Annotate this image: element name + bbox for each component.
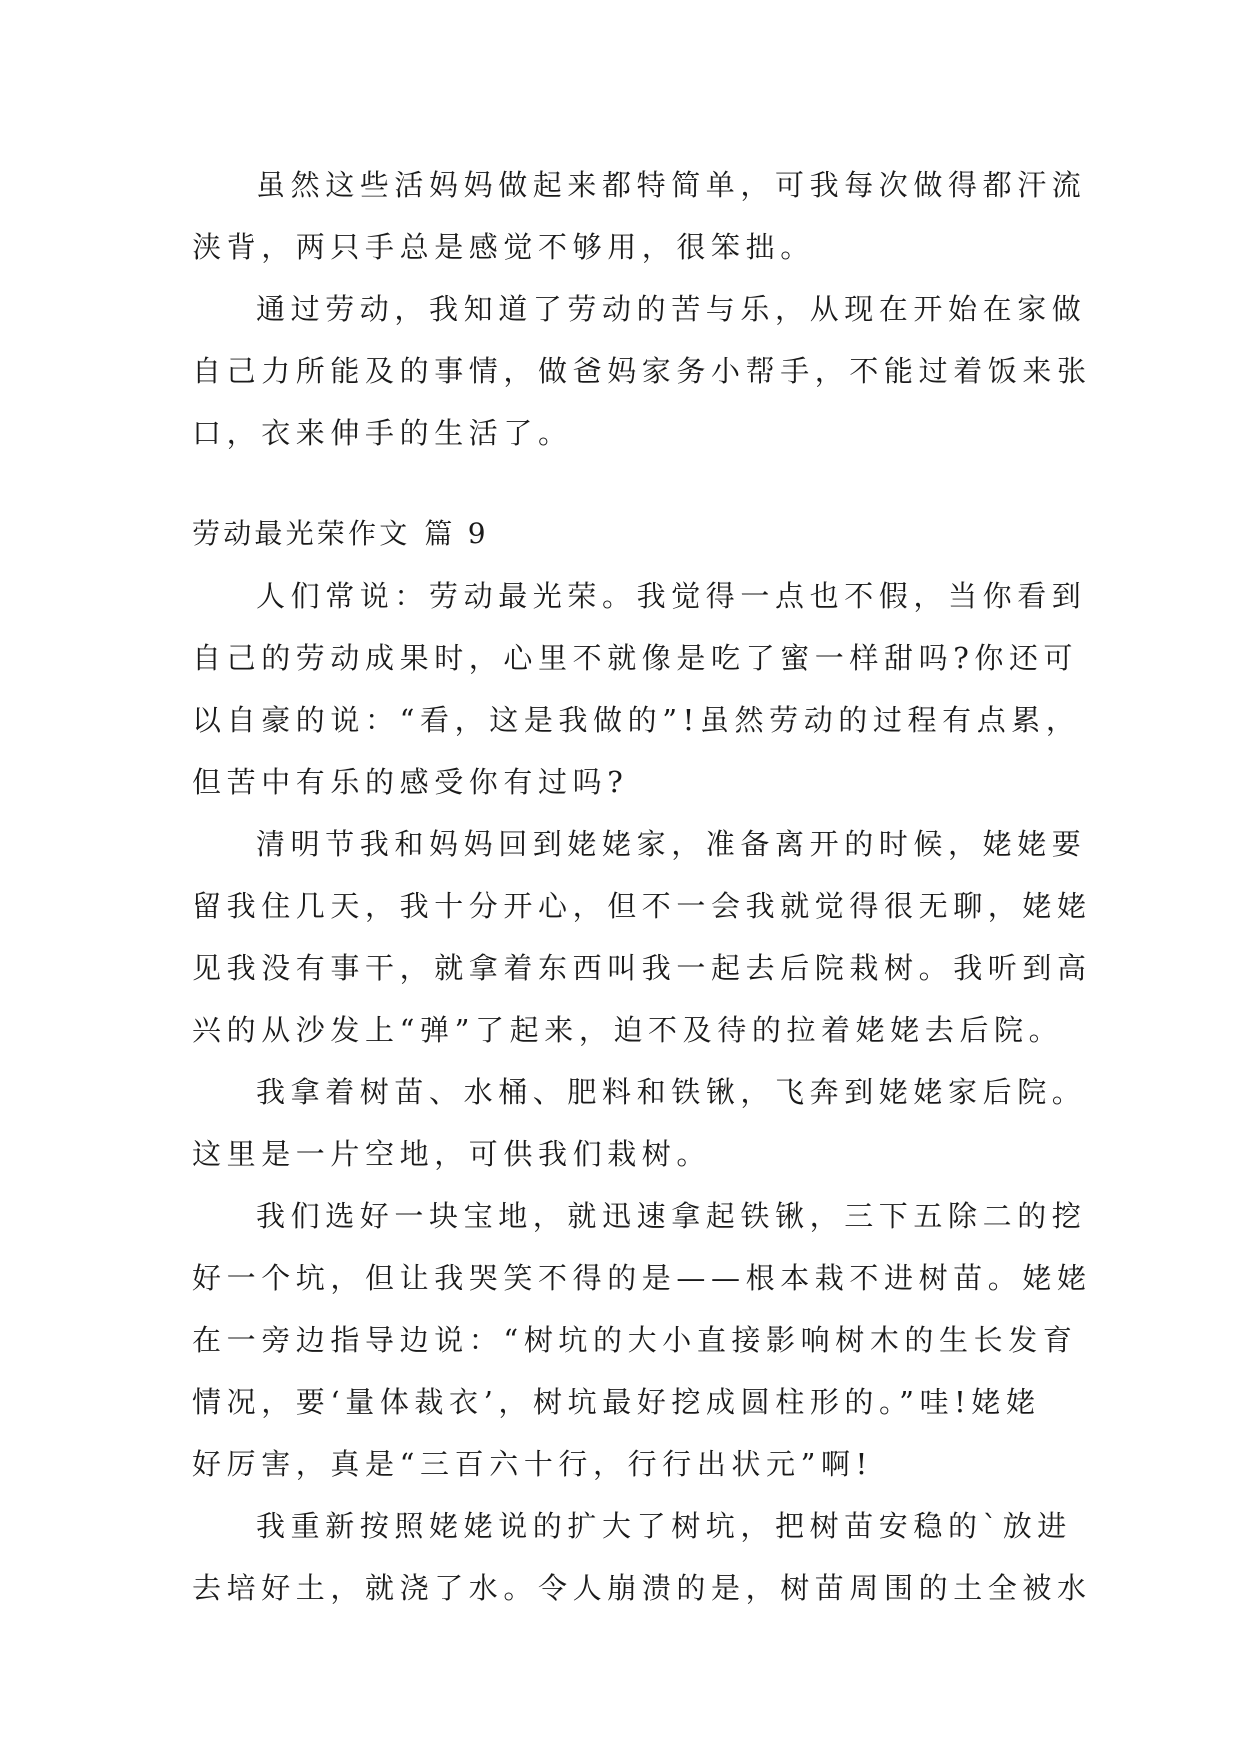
paragraph-line: 情况，要‘量体裁衣’，树坑最好挖成圆柱形的。”哇!姥姥	[192, 1385, 1041, 1419]
paragraph-line: 留我住几天，我十分开心，但不一会我就觉得很无聊，姥姥	[192, 889, 1092, 923]
paragraph-line: 好一个坑，但让我哭笑不得的是——根本栽不进树苗。姥姥	[192, 1261, 1092, 1295]
paragraph-line: 见我没有事干，就拿着东西叫我一起去后院栽树。我听到高	[192, 951, 1092, 985]
section-title: 劳动最光荣作文	[192, 517, 411, 550]
paragraph-line: 好厉害，真是“三百六十行，行行出状元”啊!	[192, 1447, 873, 1481]
paragraph-line: 这里是一片空地，可供我们栽树。	[192, 1137, 712, 1171]
section-heading	[192, 514, 489, 554]
paragraph-line: 以自豪的说：“看，这是我做的”!虽然劳动的过程有点累，	[192, 703, 1081, 737]
paragraph-line: 去培好土，就浇了水。令人崩溃的是，树苗周围的土全被水	[192, 1571, 1092, 1605]
paragraph-line: 通过劳动，我知道了劳动的苦与乐，从现在开始在家做	[256, 292, 1087, 326]
paragraph-line: 自己力所能及的事情，做爸妈家务小帮手，不能过着饭来张	[192, 354, 1092, 388]
paragraph-line: 在一旁边指导边说：“树坑的大小直接影响树木的生长发育	[192, 1323, 1078, 1357]
section-number: 篇 9	[424, 517, 489, 550]
paragraph-line: 兴的从沙发上“弹”了起来，迫不及待的拉着姥姥去后院。	[192, 1013, 1064, 1047]
paragraph-line: 清明节我和妈妈回到姥姥家，准备离开的时候，姥姥要	[256, 827, 1087, 861]
paragraph-line: 虽然这些活妈妈做起来都特简单，可我每次做得都汗流	[256, 168, 1087, 202]
paragraph-line: 但苦中有乐的感受你有过吗?	[192, 765, 629, 799]
paragraph-line: 我拿着树苗、水桶、肥料和铁锹，飞奔到姥姥家后院。	[256, 1075, 1087, 1109]
paragraph-line: 我们选好一块宝地，就迅速拿起铁锹，三下五除二的挖	[256, 1199, 1087, 1233]
paragraph-line: 自己的劳动成果时，心里不就像是吃了蜜一样甜吗?你还可	[192, 641, 1079, 675]
paragraph-line: 浃背，两只手总是感觉不够用，很笨拙。	[192, 230, 815, 264]
paragraph-line: 口，衣来伸手的生活了。	[192, 416, 573, 450]
paragraph-line: 人们常说：劳动最光荣。我觉得一点也不假，当你看到	[256, 579, 1087, 613]
paragraph-line: 我重新按照姥姥说的扩大了树坑，把树苗安稳的`放进	[256, 1509, 1072, 1543]
